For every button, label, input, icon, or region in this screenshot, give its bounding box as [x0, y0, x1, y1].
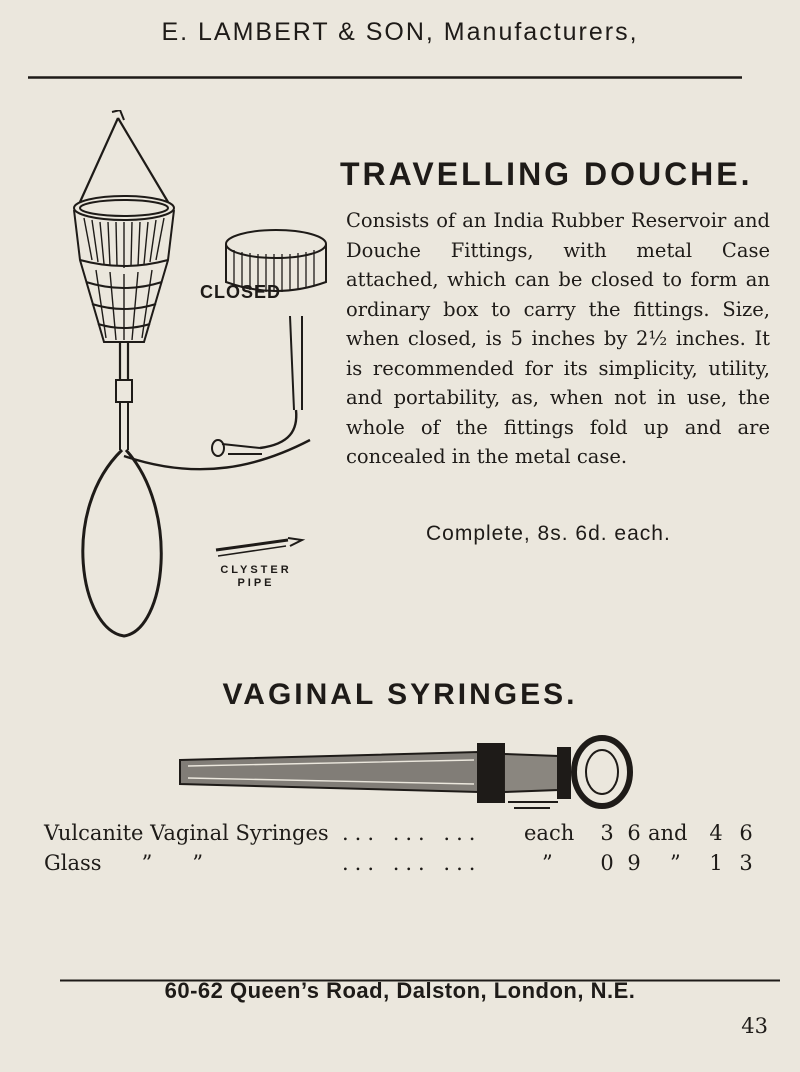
travelling-douche-title: TRAVELLING DOUCHE.: [340, 156, 753, 192]
price-shillings: 0: [600, 851, 614, 875]
price-pence-alt: 6: [739, 821, 753, 845]
unit-label: ”: [542, 851, 553, 875]
travelling-douche-illustration: [40, 110, 360, 670]
illustration-label-clyster-pipe: [216, 564, 296, 590]
price-shillings-alt: 1: [709, 851, 723, 875]
footer-address: 60-62 Queen’s Road, Dalston, London, N.E.: [164, 978, 636, 1003]
illustration-label-clyster: CLYSTER: [220, 564, 292, 576]
illustration-label-closed: CLOSED: [200, 282, 282, 302]
product-name: Vulcanite Vaginal Syringes: [44, 821, 329, 845]
price-pence-alt: 3: [739, 851, 753, 875]
price-shillings-alt: 4: [709, 821, 723, 845]
illustration-label-pipe: PIPE: [237, 577, 275, 589]
footer-rule: [60, 967, 780, 970]
leader-dots: ... ... ...: [342, 821, 482, 845]
and-label: and: [648, 821, 688, 845]
unit-label: each: [524, 821, 575, 845]
price-row: [44, 818, 784, 848]
and-label: ”: [670, 851, 681, 875]
leader-dots: ... ... ...: [342, 851, 482, 875]
price-row: [44, 848, 784, 878]
price-shillings: 3: [600, 821, 614, 845]
travelling-douche-description: Consists of an India Rubber Reservoir and Douche Fittings, with metal Case attached, which can be closed to form an ordinary box to carry the fittings. Size, when closed, is 5 inches by 2½ inches. It is recommended for its simplicity, utility, and portability, as, when not in use, the whole of the fittings fold up and are concealed in the metal case.: [346, 209, 770, 468]
vaginal-syringe-illustration: [178, 726, 640, 816]
page-number: 43: [741, 1014, 768, 1038]
price-pence: 6: [627, 821, 641, 845]
vaginal-syringes-title: VAGINAL SYRINGES.: [222, 678, 578, 711]
page-header: E. LAMBERT & SON, Manufacturers,: [161, 18, 639, 46]
header-rule: [28, 64, 742, 67]
product-name: Glass ” ”: [44, 851, 204, 875]
price-pence: 9: [627, 851, 641, 875]
travelling-douche-price: Complete, 8s. 6d. each.: [426, 522, 671, 545]
